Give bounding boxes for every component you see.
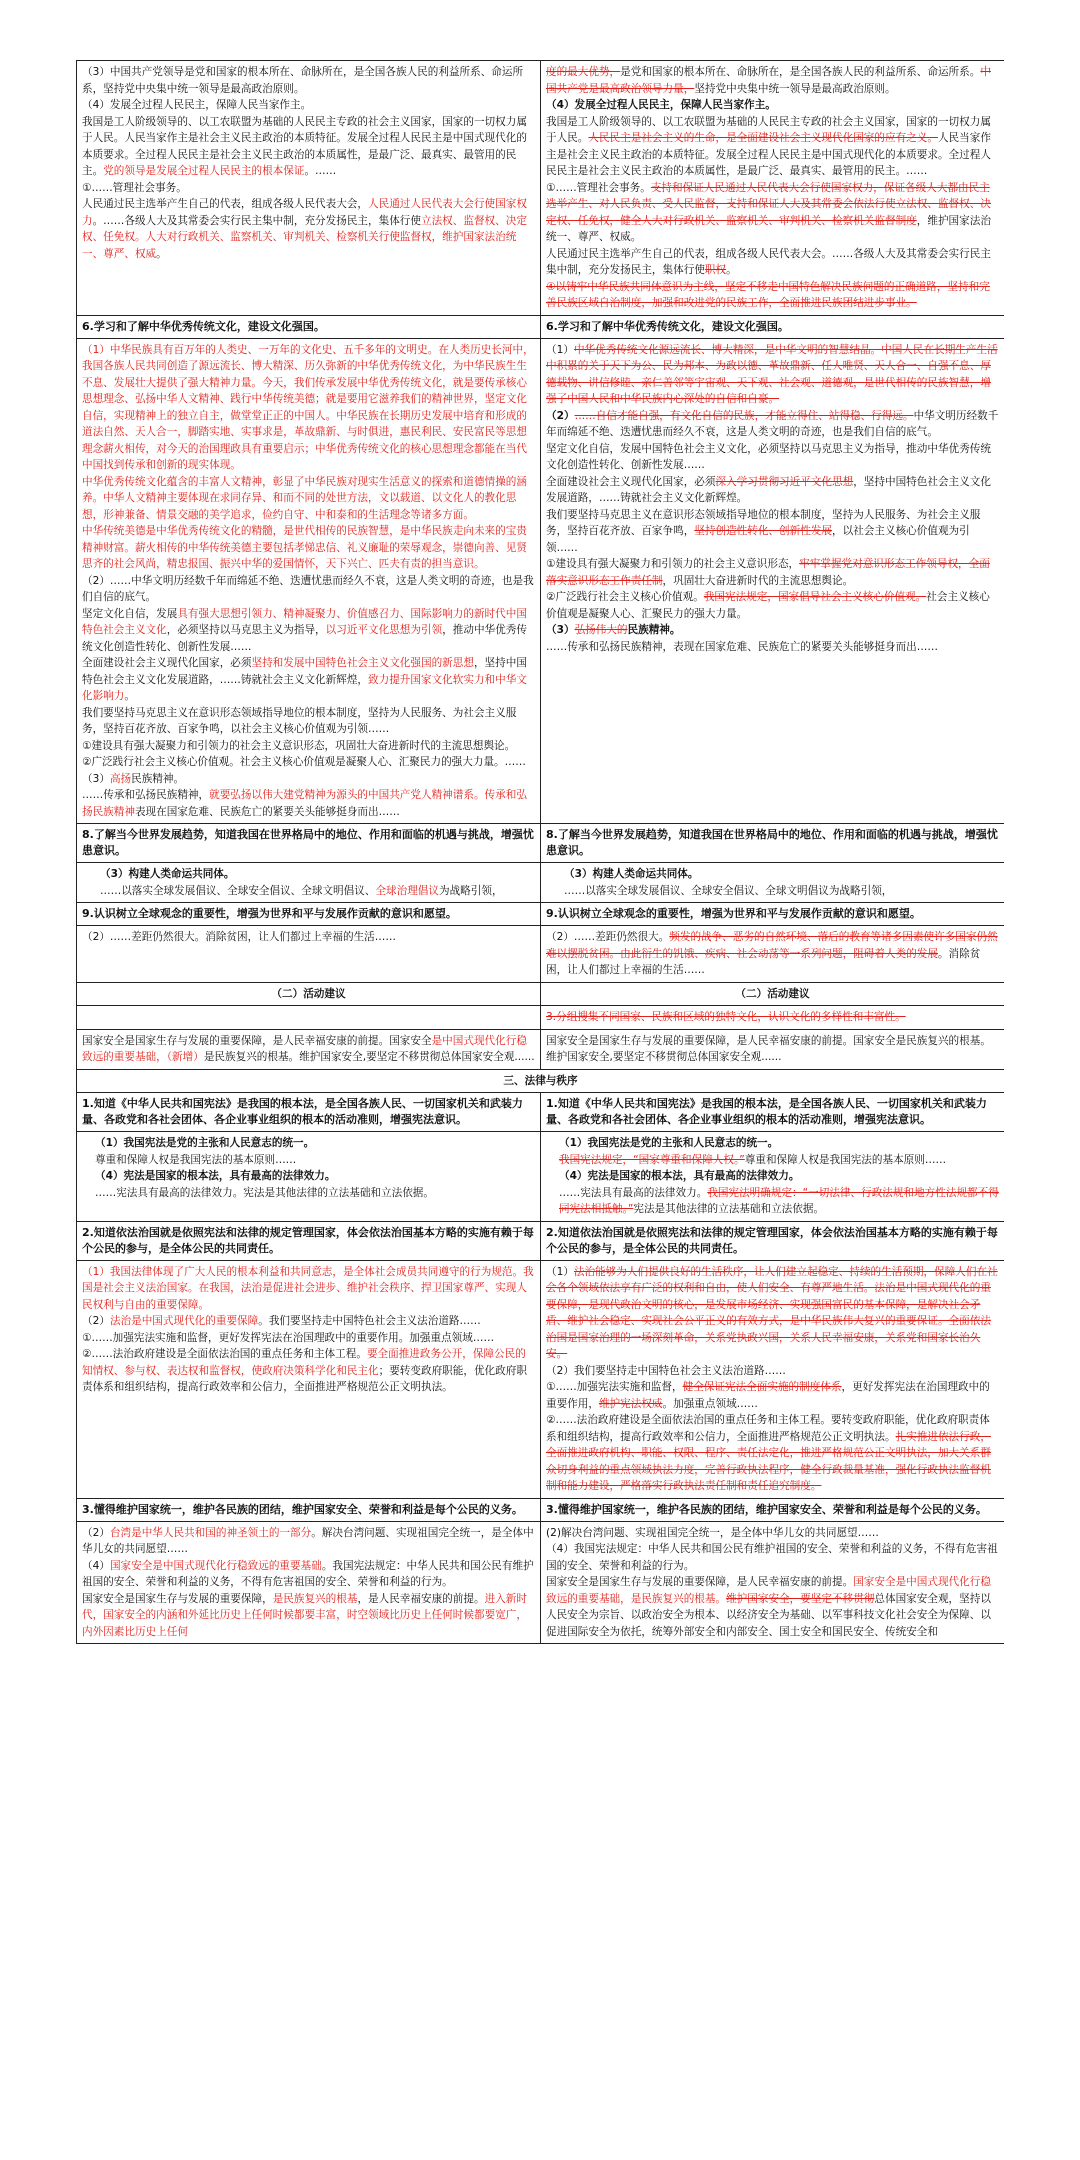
text-run: 是党和国家的根本所在、命脉所在，是全国各族人民的利益所系、命运所系。: [620, 66, 981, 78]
paragraph: [559, 1168, 999, 1185]
paragraph: [82, 1525, 535, 1558]
text-run: ①……管理社会事务。: [546, 181, 651, 194]
activity-heading: （二）活动建议: [541, 982, 1005, 1006]
text-run: 我国是工人阶级领导的、以工农联盟为基础的人民民主专政的社会主义国家，国家的一切权力属于人民。人民当家作主是社会主义民主政治的本质特征。发展全过程人民民主是中国式现代化的本质要求。全过程人民民主是社会主义民主政治的本质属性，是最广泛、最真实、最管用的民主。: [82, 115, 527, 177]
section-heading: 3.懂得维护国家统一，维护各民族的团结，维护国家安全、荣誉和利益是每个公民的义务。: [77, 1498, 541, 1521]
paragraph: [564, 883, 999, 900]
added-text: 以习近平文化思想为引领: [325, 624, 443, 636]
added-text: 致力提升国家文化软实力和中华文化影响力: [82, 673, 527, 702]
text-run: ②……法治政府建设是全面依法治国的重点任务和主体工程。: [82, 1348, 367, 1360]
paragraph: [82, 929, 535, 946]
text-run: 民族精神。: [131, 772, 185, 785]
paragraph: [546, 408, 999, 441]
left-cell: [77, 1521, 541, 1644]
deleted-text: 法治能够为人们提供良好的生活秩序，让人们建立起稳定、持续的生活预期，保障人们在社会各个领域依法享有广泛的权利和自由，使人们安全、有尊严地生活。法治是中国式现代化的重要保障，是现代政治文明的核心，是发展市场经济、实现强国富民的基本保障，是解决社会矛盾、维护社会稳定、实现社会公平正义的有效方式，是中华民族伟大复兴的重要保证: [546, 1265, 998, 1327]
paragraph: [82, 1346, 535, 1396]
added-text: 中华优秀传统文化蕴含的丰富人文精神，彰显了中华民族对现实生活意义的探索和道德情操的涵养。中华人文精神主要体现在求同存异、和而不同的处世方法，文以载道、以文化人的教化思想，形神兼备、情景交融的美学追求，俭约自守、中和泰和的生活理念等诸多方面。: [82, 475, 527, 521]
text-run: ，是人民幸福安康的前提。: [357, 1592, 485, 1605]
cell-body: [82, 883, 535, 900]
right-cell: [541, 926, 1005, 983]
activity-heading: （二）活动建议: [77, 982, 541, 1006]
paragraph: [82, 1033, 535, 1066]
text-run: （4）发展全过程人民民主，保障人民当家作主。: [546, 99, 776, 111]
paragraph: [82, 705, 535, 738]
added-text: 是民族复兴的根基: [272, 1592, 358, 1605]
deleted-text: 弘扬伟大的: [574, 624, 628, 636]
deleted-text: 健全保证宪法全面实施的制度体系: [682, 1381, 842, 1393]
text-run: ①……加强宪法实施和监督，更好发挥宪法在治国理政中的重要作用。加强重点领域……: [82, 1331, 495, 1344]
paragraph: [546, 1541, 999, 1574]
text-run: 国家安全是国家生存与发展的重要保障，是人民幸福安康的前提。: [546, 1576, 854, 1588]
paragraph: [82, 523, 535, 573]
table-row: [77, 863, 1005, 903]
table-row: [77, 1069, 1005, 1093]
added-text: 进入新时代，国家安全的内涵和外延比历史上任何时候都要丰富，时空领域比历史上任何时候都要宽广，内外因素比历史上任何: [82, 1592, 527, 1638]
left-cell: [77, 926, 541, 983]
text-run: 。消除贫困，让人们都过上幸福的生活……: [546, 947, 981, 976]
paragraph: [546, 97, 999, 114]
section-heading: 1.知道《中华人民共和国宪法》是我国的根本法，是全国各族人民、一切国家机关和武装力量、各政党和各社会团体、各企业事业组织的根本的活动准则，增强宪法意识。: [541, 1093, 1005, 1132]
added-text: 立法权、监督权、决定权、任免权: [82, 214, 527, 243]
added-text: 高扬: [109, 772, 132, 785]
left-cell: [77, 863, 541, 903]
deleted-text: 深入学习贯彻习近平文化思想: [715, 475, 854, 488]
paragraph: [82, 1264, 535, 1314]
deleted-text: 扎实推进依法行政，全面推进政府机构、职能、权限、程序、责任法定化，推进严格规范公正文明执法，加大关系群众切身利益的重点领域执法力度，完善行政执法程序，健全行政裁量基准，强化行政执法监督机制和能力建设，严格落实行政执法责任制和责任追究制度。: [546, 1430, 991, 1492]
section-heading: 3.懂得维护国家统一，维护各民族的团结，维护国家安全、荣誉和利益是每个公民的义务。: [541, 1498, 1005, 1521]
added-text: 全球治理倡议: [375, 884, 439, 897]
text-run: ，更好发挥宪法在治国理政中的重要作用，: [546, 1381, 990, 1410]
text-run: ，巩固壮大奋进新时代的主流思想舆论。: [662, 574, 854, 587]
table-row: [77, 1132, 1005, 1222]
paragraph: [546, 1574, 999, 1640]
text-run: ，坚持中国特色社会主义文化发展道路，……铸就社会主义文化新辉煌。: [546, 475, 991, 504]
table-row: [77, 1521, 1005, 1644]
paragraph: [82, 1330, 535, 1347]
paragraph: [95, 1168, 535, 1185]
text-run: 人民通过民主选举产生自己的代表，组成各级人民代表大会，: [82, 198, 369, 210]
left-cell: [77, 338, 541, 824]
part-title: 三、法律与秩序: [77, 1069, 1005, 1093]
paragraph: [82, 342, 535, 474]
text-run: 坚定文化自信，发展中国特色社会主义文化，必须坚持以马克思主义为指导，推动中华优秀传统文化创造性转化、创新性发展……: [546, 442, 991, 471]
deleted-text: 中国人民在长期生产生活中积累的关于天下为公、民为邦本、为政以德、革故鼎新、任人唯贤、天人合一、自强不息、厚德载物、讲信修睦、亲仁善邻等宇宙观、天下观、社会观、道德观，是世代相传的民族智慧，增强了中国人民和中华民族内心深处的自信和自豪。: [546, 343, 998, 405]
text-run: （2）……中华文明历经数千年而绵延不绝、迭遭忧患而经久不衰，这是人类文明的奇迹，也是我们自信的底气。: [82, 574, 534, 603]
paragraph: [546, 279, 999, 312]
paragraph: [546, 441, 999, 474]
text-run: 我们要坚持马克思主义在意识形态领域指导地位的根本制度，坚持为人民服务、为社会主义服务，坚持百花齐放、百家争鸣，: [546, 508, 981, 537]
added-text: 国家安全是中国式现代化行稳致远的重要基础，是民族复兴的根基。: [546, 1576, 991, 1605]
deleted-text: 中华优秀传统文化源远流长、博大精深，是中华文明的智慧结晶。: [573, 343, 882, 356]
text-run: （1）: [546, 1265, 574, 1278]
text-run: （4）: [82, 1559, 110, 1572]
text-run: （2）……差距仍然很大。: [546, 931, 670, 943]
deleted-text: 我国宪法规定，国家倡导社会主义核心价值观。: [703, 591, 927, 603]
text-run: ②……法治政府建设是全面依法治国的重点任务和主体工程。要转变政府职能，优化政府职责体系和组织结构，提高行政效率和公信力，全面推进严格规范公正文明执法。: [546, 1414, 990, 1443]
text-run: 。加强重点领域……: [662, 1397, 758, 1410]
text-run: ②广泛践行社会主义核心价值观。社会主义核心价值观是凝聚人心、汇聚民力的强大力量。……: [82, 756, 526, 768]
table-row: [77, 1260, 1005, 1498]
paragraph: [95, 1135, 535, 1152]
paragraph: [546, 1264, 999, 1363]
deleted-text: 频发的战争、恶劣的自然环境、落后的教育等诸多因素使许多国家仍然难以摆脱贫困。由此衍生的饥饿、疾病、社会动荡等一系列问题，阻碍着人类的发展: [546, 931, 998, 960]
text-run: 坚持党中央集中统一领导是最高政治原则。: [694, 82, 896, 95]
added-text: 具有强大思想引领力、精神凝聚力、价值感召力、国际影响力的新时代中国特色社会主义文化: [82, 607, 527, 636]
left-cell: [77, 1260, 541, 1498]
left-cell: [77, 1132, 541, 1222]
right-cell: [541, 1132, 1005, 1222]
section-heading: 9.认识树立全球观念的重要性，增强为世界和平与发展作贡献的意识和愿望。: [541, 903, 1005, 926]
paragraph: [546, 507, 999, 557]
paragraph: [546, 1363, 999, 1380]
deleted-text: 中国共产党是最高政治领导力量，: [546, 66, 991, 95]
paragraph: [546, 342, 999, 408]
paragraph: [546, 929, 999, 979]
text-run: 表现在国家危难、民族危亡的紧要关头能够挺身而出……: [134, 805, 400, 818]
table-row: [77, 1029, 1005, 1069]
text-run: （2）……差距仍然很大。消除贫困，让人们都过上幸福的生活……: [82, 931, 396, 943]
added-text: 台湾是中华人民共和国的神圣领土的一部分: [109, 1526, 312, 1539]
right-cell: [541, 1521, 1005, 1644]
deleted-text: 。全面依法治国是国家治理的一场深刻革命，关系党执政兴国，关系人民幸福安康，关系党和国家长治久安。: [546, 1315, 991, 1360]
table-row: [77, 1498, 1005, 1521]
text-run: （3）: [82, 772, 110, 785]
paragraph: [559, 1152, 999, 1169]
text-run: 是民族复兴的根基。维护国家安全,要坚定不移贯彻总体国家安全观......: [203, 1051, 535, 1063]
paragraph: [82, 114, 535, 180]
deleted-text: 坚持创造性转化、创新性发展: [694, 525, 833, 537]
table-row: [77, 61, 1005, 316]
deleted-text: 度的最大优势，: [546, 66, 621, 78]
text-run: 我们要坚持马克思主义在意识形态领域指导地位的根本制度，坚持为人民服务、为社会主义服务，坚持百花齐放、百家争鸣，以社会主义核心价值观为引领……: [82, 706, 517, 735]
paragraph: [546, 1033, 999, 1066]
left-cell: [77, 1029, 541, 1069]
text-run: ，坚持中国特色社会主义文化发展道路，……铸就社会主义文化新辉煌，: [82, 657, 527, 686]
table-row: [77, 903, 1005, 926]
text-run: （4）发展全过程人民民主，保障人民当家作主。: [82, 99, 312, 111]
text-run: ①……加强宪法实施和监督，: [546, 1381, 683, 1393]
paragraph: [82, 787, 535, 820]
text-run: 我国是工人阶级领导的、以工农联盟为基础的人民民主专政的社会主义国家，国家的一切权力属于人民。: [546, 115, 991, 144]
text-run: 坚定文化自信，发展: [82, 607, 178, 620]
paragraph: [82, 1591, 535, 1641]
table-row: [77, 338, 1005, 824]
deleted-text: 我国宪法明确规定：“一切法律、行政法规和地方性法规都不得同宪法相抵触。”: [559, 1186, 999, 1215]
text-run: （2）: [82, 1315, 110, 1327]
paragraph: [82, 97, 535, 114]
added-text: 国家安全是中国式现代化行稳致远的重要基础: [109, 1559, 322, 1572]
paragraph: [82, 754, 535, 771]
added-text: 就要弘扬以伟大建党精神为源头的中国共产党人精神谱系。传承和弘扬民族精神: [82, 789, 527, 818]
text-run: 社会主义核心价值观是凝聚人心、汇聚民力的强大力量。: [546, 591, 990, 620]
paragraph: [546, 622, 999, 639]
text-run: 人民当家作主是社会主义民主政治的本质特征。发展全过程人民民主是中国式现代化的本质要求。全过程人民民主是社会主义民主政治的本质属性，是最广泛、最真实、最管用的民主。……: [546, 132, 991, 177]
text-run: ……以落实全球发展倡议、全球安全倡议、全球文明倡议为战略引领，: [564, 884, 893, 897]
section-heading: 1.知道《中华人民共和国宪法》是我国的根本法，是全国各族人民、一切国家机关和武装力量、各政党和各社会团体、各企业事业组织的根本的活动准则，增强宪法意识。: [77, 1093, 541, 1132]
added-text: （1）我国法律体现了广大人民的根本利益和共同意志，是全体社会成员共同遵守的行为规范。我国是社会主义法治国家。在我国，法治是促进社会进步、维护社会秩序、捍卫国家尊严、实现人民权利与自由的重要保障。: [82, 1265, 534, 1311]
text-run: ，推动中华优秀传统文化创造性转化、创新性发展……: [82, 624, 527, 653]
paragraph: [546, 246, 999, 279]
paragraph: [95, 1152, 535, 1169]
deleted-text: 维护国家安全，要坚定不移贯彻: [726, 1592, 875, 1605]
text-run: 民族精神。: [627, 624, 681, 636]
text-run: 中华文明历经数千年而绵延不绝、迭遭忧患而经久不衰，这是人类文明的奇迹，也是我们自信的底气。: [546, 409, 999, 438]
right-cell: 3.分组搜集不同国家、民族和区域的独特文化，认识文化的多样性和丰富性。: [541, 1006, 1005, 1030]
paragraph: [82, 196, 535, 262]
text-run: （3）中国共产党领导是党和国家的根本所在、命脉所在，是全国各族人民的利益所系、命运所系，坚持党中央集中统一领导是最高政治原则。: [82, 66, 524, 95]
text-run: ，以社会主义核心价值观为引领……: [546, 525, 970, 554]
added-text: 党的领导是发展全过程人民民主的根本保证: [103, 165, 305, 177]
text-run: 尊重和保障人权是我国宪法的基本原则……: [95, 1153, 297, 1166]
section-heading: 6.学习和了解中华优秀传统文化，建设文化强国。: [77, 315, 541, 338]
text-run: 总体国家安全观，坚持以人民安全为宗旨、以政治安全为根本、以经济安全为基础、以军事科技文化社会安全为保障、以促进国际安全为依托，统筹外部安全和内部安全、国土安全和国民安全、传统安全和: [546, 1592, 991, 1638]
added-text: 。人大对行政机关、监察机关、审判机关、检察机关行使监督权，维护国家法治统一、尊严、权威: [82, 231, 517, 260]
deleted-text: ……自信才能自强，有文化自信的民族，才能立得住、站得稳、行得远。: [574, 409, 914, 422]
paragraph: [82, 474, 535, 524]
paragraph: [82, 1313, 535, 1330]
added-text: 要全面推进政务公开，保障公民的知情权、参与权、表达权和监督权，使政府决策科学化和民主化: [82, 1348, 526, 1377]
table-row: [77, 1093, 1005, 1132]
text-run: 全面建设社会主义现代化国家，必须: [546, 475, 716, 488]
text-run: （2）: [82, 1526, 110, 1539]
paragraph: [546, 556, 999, 589]
paragraph: [82, 771, 535, 788]
added-text: 是中国式现代化行稳致远的重要基础，（新增）: [82, 1034, 527, 1063]
paragraph: [100, 883, 535, 900]
text-run: 全面建设社会主义现代化国家，必须: [82, 657, 252, 669]
text-run: 尊重和保障人权是我国宪法的基本原则……: [744, 1153, 947, 1166]
text-run: 。我们要坚持走中国特色社会主义法治道路……: [258, 1315, 481, 1327]
text-run: （4）宪法是国家的根本法，具有最高的法律效力。: [559, 1170, 800, 1182]
text-run: 。……: [304, 165, 337, 177]
text-run: ……传承和弘扬民族精神，: [82, 789, 210, 801]
text-run: ①建设具有强大凝聚力和引领力的社会主义意识形态，巩固壮大奋进新时代的主流思想舆论。: [82, 739, 516, 752]
text-run: 。我国宪法规定：中华人民共和国公民有维护祖国的安全、荣誉和利益的义务，不得有危害祖国的安全、荣誉和利益的行为。: [82, 1559, 534, 1588]
text-run: （4）宪法是国家的根本法，具有最高的法律效力。: [95, 1170, 336, 1182]
right-cell: [541, 61, 1005, 316]
added-text: 中华传统美德是中华优秀传统文化的精髓，是世代相传的民族智慧，是中华民族走向未来的宝贵精神财富。薪火相传的中华传统美德主要包括孝悌忠信、礼义廉耻的荣辱观念，崇德向善、见贤思齐的社会风尚，精忠报国、振兴中华的爱国情怀，天下兴亡、匹夫有责的担当意识。: [82, 525, 527, 570]
text-run: 为战略引领，: [439, 884, 503, 897]
right-cell: [541, 338, 1005, 824]
text-run: ；要转变政府职能，优化政府职责体系和组织结构，提高行政效率和公信力，全面推进严格规范公正文明执法。: [82, 1364, 527, 1393]
table-row: [77, 926, 1005, 983]
cell-body: [546, 883, 999, 900]
text-run: 。……各级人大及其常委会实行民主集中制，充分发扬民主，集体行使: [92, 214, 421, 227]
right-cell: [541, 1260, 1005, 1498]
table-row: [77, 824, 1005, 863]
paragraph: [546, 114, 999, 180]
text-run: ①……管理社会事务。: [82, 181, 187, 194]
text-run: 国家安全是国家生存与发展的重要保障，是人民幸福安康的前提。国家安全是民族复兴的根基。维护国家安全,要坚定不移贯彻总体国家安全观......: [546, 1034, 991, 1063]
paragraph: [546, 1379, 999, 1412]
paragraph: [82, 573, 535, 606]
added-text: （1）中华民族具有百万年的人类史、一万年的文化史、五千多年的文明史。在人类历史长河中，我国各族人民共同创造了源远流长、博大精深、历久弥新的中华优秀传统文化，为中华民族生生不息、发展壮大提供了强大精神力量。今天，我们传承发展中华优秀传统文化，就是要传承核心思想理念、弘扬中华人文精神、践行中华传统美德；就是要用它滋养我们的精神世界，坚定文化自信，实现精神上的独立自主，做堂堂正正的中国人。中华民族在长期历史发展中培育和形成的道法自然、天人合一，脚踏实地、实事求是，革故鼎新、与时俱进，惠民利民、安民富民等思想理念薪火相传，对今天的治国理政具有重要启示；中华优秀传统文化的核心思想理念都能在当代中国找到传承和创新的现实体现。: [82, 343, 534, 471]
text-run: 国家安全是国家生存与发展的重要保障，是人民幸福安康的前提。国家安全: [82, 1034, 432, 1047]
text-run: 宪法是其他法律的立法基础和立法依据。: [633, 1203, 825, 1215]
section-heading: 6.学习和了解中华优秀传统文化，建设文化强国。: [541, 315, 1005, 338]
paragraph: [546, 64, 999, 97]
text-run: （2）我们要坚持走中国特色社会主义法治道路……: [546, 1364, 786, 1377]
table-row: [77, 315, 1005, 338]
table-row: [77, 1221, 1005, 1260]
right-cell: [541, 863, 1005, 903]
text-run: （3）: [546, 624, 575, 636]
table-row: [77, 1006, 1005, 1030]
right-cell: [541, 1029, 1005, 1069]
text-run: （2）: [546, 409, 575, 422]
paragraph: [546, 639, 999, 656]
sub-heading: （3）构建人类命运共同体。: [564, 868, 699, 880]
document-page: [76, 60, 1004, 2100]
deleted-text: 我国宪法规定，“国家尊重和保障人权。”: [559, 1153, 745, 1166]
text-run: ……宪法具有最高的法律效力。宪法是其他法律的立法基础和立法依据。: [95, 1186, 434, 1199]
paragraph: [82, 738, 535, 755]
text-run: 国家安全是国家生存与发展的重要保障，: [82, 1592, 273, 1605]
paragraph: [546, 474, 999, 507]
deleted-text: 职权: [704, 264, 727, 276]
text-run: 人民通过民主选举产生自己的代表，组成各级人民代表大会。……各级人大及其常委会实行民主集中制，充分发扬民主，集体行使: [546, 247, 991, 276]
left-cell: [77, 61, 541, 316]
text-run: 。解决台湾问题、实现祖国完全统一，是全体中华儿女的共同愿望……: [82, 1526, 534, 1555]
text-run: ……以落实全球发展倡议、全球安全倡议、全球文明倡议、: [100, 884, 376, 897]
paragraph: [82, 1558, 535, 1591]
deleted-text: ④以铸牢中华民族共同体意识为主线，坚定不移走中国特色解决民族问题的正确道路，坚持和完善民族区域自治制度，加强和改进党的民族工作，全面推进民族团结进步事业。: [546, 280, 990, 309]
added-text: 法治是中国式现代化的重要保障: [109, 1315, 259, 1327]
text-run: ②广泛践行社会主义核心价值观。: [546, 591, 704, 603]
table-row: [77, 982, 1005, 1006]
sub-heading: （3）构建人类命运共同体。: [100, 868, 235, 880]
paragraph: [95, 1185, 535, 1202]
deleted-text: 人民民主是社会主义的生命，是全面建设社会主义现代化国家的应有之义。: [588, 132, 938, 144]
deleted-text: 支持和保证人民通过人民代表大会行使国家权力，保证各级人大都由民主选举产生、对人民负责、受人民监督，支持和保证人大及其常委会依法行使立法权、监督权、决定权、任免权，健全人大对行政机关、监察机关、审判机关、检察机关监督制度: [546, 181, 991, 227]
deleted-text: 维护宪法权威: [598, 1397, 663, 1410]
text-run: 。: [726, 264, 737, 276]
added-text: 人民通过人民代表大会行使国家权力: [82, 198, 527, 227]
section-heading: 9.认识树立全球观念的重要性，增强为世界和平与发展作贡献的意识和愿望。: [77, 903, 541, 926]
paragraph: [82, 64, 535, 97]
paragraph: [546, 589, 999, 622]
added-text: 坚持和发展中国特色社会主义文化强国的新思想: [251, 657, 474, 669]
text-run: （1）我国宪法是党的主张和人民意志的统一。: [95, 1137, 315, 1149]
comparison-table: [76, 60, 1004, 1644]
text-run: ……宪法具有最高的法律效力。: [559, 1186, 708, 1199]
paragraph: [546, 1525, 999, 1542]
text-run: （4）我国宪法规定：中华人民共和国公民有维护祖国的安全、荣誉和利益的义务，不得有危害祖国的安全、荣誉和利益的行为。: [546, 1543, 998, 1572]
section-heading: 8.了解当今世界发展趋势，知道我国在世界格局中的地位、作用和面临的机遇与挑战，增强忧患意识。: [77, 824, 541, 863]
text-run: 。: [124, 690, 135, 702]
left-cell: [77, 1006, 541, 1030]
paragraph: [546, 1412, 999, 1495]
text-run: （1）我国宪法是党的主张和人民意志的统一。: [559, 1137, 779, 1149]
deleted-text: 牢牢掌握党对意识形态工作领导权，全面落实意识形态工作责任制: [546, 558, 990, 587]
text-run: (2)解决台湾问题、实现祖国完全统一，是全体中华儿女的共同愿望……: [546, 1526, 879, 1539]
text-run: ，必须坚持以马克思主义为指导，: [166, 624, 326, 636]
paragraph: [559, 1135, 999, 1152]
paragraph: [82, 606, 535, 656]
section-heading: 8.了解当今世界发展趋势，知道我国在世界格局中的地位、作用和面临的机遇与挑战，增强忧患意识。: [541, 824, 1005, 863]
text-run: 。: [156, 247, 167, 260]
section-heading: 2.知道依法治国就是依照宪法和法律的规定管理国家，体会依法治国基本方略的实施有赖于每个公民的参与，是全体公民的共同责任。: [77, 1221, 541, 1260]
paragraph: [82, 180, 535, 197]
text-run: ，维护国家法治统一、尊严、权威。: [546, 214, 991, 243]
text-run: ……传承和弘扬民族精神，表现在国家危难、民族危亡的紧要关头能够挺身而出……: [546, 640, 938, 653]
text-run: ①建设具有强大凝聚力和引领力的社会主义意识形态，: [546, 558, 800, 570]
paragraph: [559, 1185, 999, 1218]
section-heading: 2.知道依法治国就是依照宪法和法律的规定管理国家，体会依法治国基本方略的实施有赖于每个公民的参与，是全体公民的共同责任。: [541, 1221, 1005, 1260]
text-run: （1）: [546, 343, 574, 356]
paragraph: [82, 655, 535, 705]
paragraph: [546, 180, 999, 246]
